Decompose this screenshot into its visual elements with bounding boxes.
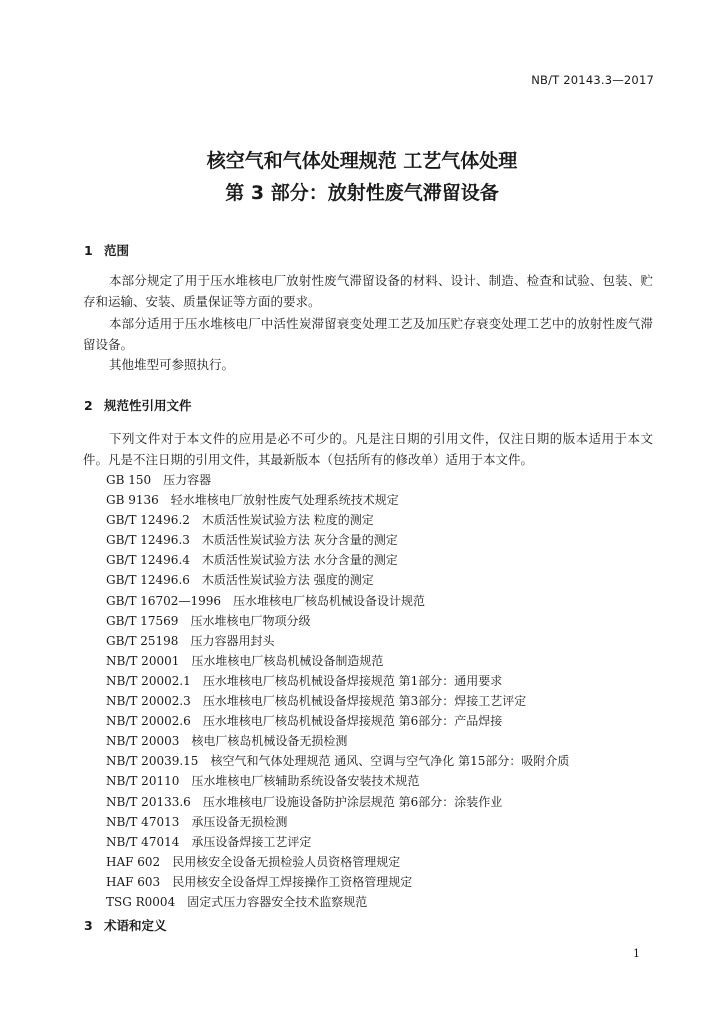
reference-title: 木质活性炭试验方法 水分含量的测定 [201, 553, 398, 568]
page-number: 1 [633, 947, 640, 960]
reference-item [106, 812, 569, 832]
reference-code: GB/T 12496.3 [106, 533, 190, 548]
section-title: 术语和定义 [104, 918, 167, 933]
reference-item [106, 631, 569, 651]
section-number: 3 [84, 918, 93, 933]
reference-code: NB/T 47014 [106, 834, 180, 849]
reference-title: 承压设备焊接工艺评定 [191, 834, 312, 849]
reference-title: 木质活性炭试验方法 灰分含量的测定 [201, 533, 398, 548]
reference-title: 民用核安全设备无损检验人员资格管理规定 [172, 854, 401, 869]
reference-code: GB/T 16702—1996 [106, 593, 221, 608]
reference-title: 压水堆核电厂核岛机械设备焊接规范 第6部分：产品焊接 [202, 714, 503, 729]
reference-item [106, 530, 569, 550]
reference-item [106, 490, 569, 510]
reference-item [106, 711, 569, 731]
reference-item [106, 570, 569, 590]
reference-code: GB/T 12496.2 [106, 513, 190, 528]
reference-item [106, 550, 569, 570]
reference-code: NB/T 20001 [106, 653, 180, 668]
reference-title: 压水堆核电厂设施设备防护涂层规范 第6部分：涂装作业 [202, 794, 503, 809]
reference-code: GB/T 17569 [106, 613, 179, 628]
references-intro: 下列文件对于本文件的应用是必不可少的。凡是注日期的引用文件，仅注日期的版本适用于本文件。凡是不注日期的引用文件，其最新版本（包括所有的修改单）适用于本文件。 [83, 431, 653, 467]
reference-title: 民用核安全设备焊工焊接操作工资格管理规定 [172, 874, 413, 889]
reference-title: 核空气和气体处理规范 通风、空调与空气净化 第15部分：吸附介质 [210, 754, 570, 769]
reference-title: 压水堆核电厂物项分级 [190, 613, 311, 628]
reference-title: 压水堆核电厂核岛机械设备焊接规范 第3部分：焊接工艺评定 [202, 694, 527, 709]
document-title-line-2: 第 3 部分：放射性废气滞留设备 [225, 182, 499, 204]
reference-code: NB/T 20110 [106, 774, 180, 789]
reference-title: 压水堆核电厂核辅助系统设备安装技术规范 [191, 774, 420, 789]
section-title: 规范性引用文件 [104, 398, 192, 413]
reference-title: 压水堆核电厂核岛机械设备制造规范 [191, 653, 384, 668]
reference-code: NB/T 20133.6 [106, 794, 191, 809]
reference-item [106, 771, 569, 791]
reference-item [106, 872, 569, 892]
reference-item [106, 892, 569, 912]
reference-code: NB/T 20002.1 [106, 673, 191, 688]
section-number: 1 [84, 243, 93, 258]
reference-code: GB/T 25198 [106, 633, 179, 648]
reference-code: GB 9136 [106, 493, 159, 508]
reference-item [106, 852, 569, 872]
reference-code: HAF 602 [106, 854, 161, 869]
reference-item [106, 611, 569, 631]
reference-item [106, 832, 569, 852]
reference-code: NB/T 20003 [106, 734, 180, 749]
reference-list [106, 470, 569, 912]
standard-number: NB/T 20143.3—2017 [531, 73, 654, 87]
reference-item [106, 792, 569, 812]
section-title: 范围 [104, 243, 130, 258]
reference-title: 压力容器用封头 [190, 633, 275, 648]
reference-item [106, 671, 569, 691]
reference-title: 承压设备无损检测 [191, 814, 288, 829]
reference-code: GB/T 12496.4 [106, 553, 190, 568]
reference-code: GB/T 12496.6 [106, 573, 190, 588]
reference-item [106, 591, 569, 611]
reference-title: 压水堆核电厂核岛机械设备设计规范 [232, 593, 425, 608]
reference-title: 木质活性炭试验方法 粒度的测定 [201, 513, 374, 528]
section-1-heading [84, 241, 129, 259]
reference-title: 压力容器 [163, 473, 212, 487]
reference-item [106, 651, 569, 671]
section-number: 2 [84, 398, 93, 413]
reference-item [106, 691, 569, 711]
reference-item [106, 731, 569, 751]
reference-code: NB/T 47013 [106, 814, 180, 829]
reference-item [106, 751, 569, 771]
scope-paragraph-3: 其他堆型可参照执行。 [109, 357, 235, 372]
reference-title: 轻水堆核电厂放射性废气处理系统技术规定 [170, 493, 399, 508]
reference-code: NB/T 20002.3 [106, 694, 191, 709]
reference-item [106, 510, 569, 530]
reference-title: 木质活性炭试验方法 强度的测定 [201, 573, 374, 588]
reference-title: 核电厂核岛机械设备无损检测 [191, 734, 348, 749]
reference-code: HAF 603 [106, 874, 161, 889]
reference-title: 压水堆核电厂核岛机械设备焊接规范 第1部分：通用要求 [202, 673, 503, 688]
reference-item [106, 470, 569, 490]
section-2-heading [84, 396, 192, 414]
scope-paragraph-1: 本部分规定了用于压水堆核电厂放射性废气滞留设备的材料、设计、制造、检查和试验、包装、贮存和运输、安装、质量保证等方面的要求。 [83, 273, 653, 309]
scope-paragraph-2: 本部分适用于压水堆核电厂中活性炭滞留衰变处理工艺及加压贮存衰变处理工艺中的放射性废气滞留设备。 [83, 316, 653, 352]
section-3-heading [84, 916, 167, 934]
reference-title: 固定式压力容器安全技术监察规范 [187, 894, 368, 909]
reference-code: NB/T 20039.15 [106, 754, 199, 769]
reference-code: TSG R0004 [106, 894, 176, 909]
document-title-line-1: 核空气和气体处理规范 工艺气体处理 [206, 150, 518, 172]
reference-code: GB 150 [106, 473, 152, 487]
reference-code: NB/T 20002.6 [106, 714, 191, 729]
